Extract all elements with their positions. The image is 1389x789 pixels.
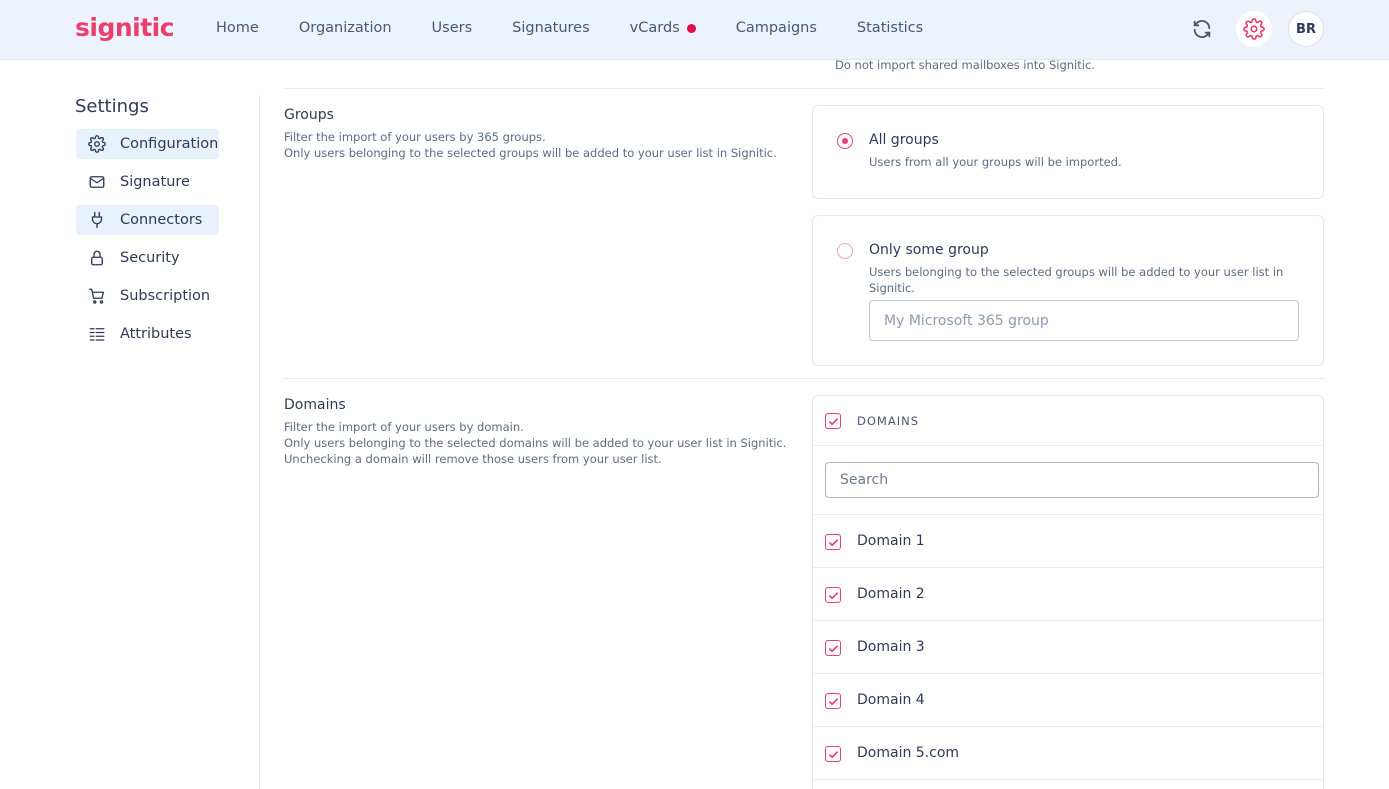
envelope-icon: [88, 173, 106, 191]
groups-desc-1: Filter the import of your users by 365 groups.: [284, 130, 546, 144]
domain-4-label: Domain 4: [857, 692, 925, 708]
nav-vcards[interactable]: vCards: [630, 20, 696, 36]
domains-header-label: DOMAINS: [857, 414, 919, 428]
sidebar-item-label: Connectors: [120, 212, 203, 228]
sidebar-item-label: Security: [120, 250, 180, 266]
row-divider: [813, 514, 1323, 515]
sidebar-item-attributes[interactable]: [76, 319, 219, 349]
check-icon: [828, 749, 839, 760]
all-groups-radio[interactable]: [837, 133, 853, 149]
sidebar-item-label: Attributes: [120, 326, 192, 342]
all-groups-desc: Users from all your groups will be imported.: [869, 155, 1122, 169]
some-groups-radio[interactable]: [837, 243, 853, 259]
row-divider: [813, 445, 1323, 446]
sidebar-item-signature[interactable]: [76, 167, 219, 197]
sidebar-item-security[interactable]: [76, 243, 219, 273]
domains-title: Domains: [284, 397, 346, 413]
row-divider: [813, 726, 1323, 727]
sidebar-item-label: Subscription: [120, 288, 211, 304]
all-groups-option[interactable]: [812, 105, 1324, 199]
plug-icon: [88, 211, 106, 229]
some-groups-title: Only some group: [869, 242, 989, 258]
gear-icon: [88, 135, 106, 153]
domain-3-checkbox[interactable]: [825, 640, 841, 656]
lock-icon: [88, 249, 106, 267]
check-icon: [828, 590, 839, 601]
nav-organization[interactable]: Organization: [298, 20, 392, 36]
domains-desc-3: Unchecking a domain will remove those users from your user list.: [284, 452, 662, 466]
main-nav: [216, 20, 963, 36]
sidebar-item-configuration[interactable]: [76, 129, 219, 159]
section-divider: [284, 88, 1324, 89]
check-icon: [828, 537, 839, 548]
section-divider: [284, 378, 1324, 379]
settings-title: Settings: [75, 96, 149, 117]
list-icon: [88, 325, 106, 343]
check-icon: [828, 643, 839, 654]
nav-home[interactable]: Home: [216, 20, 259, 36]
nav-statistics[interactable]: Statistics: [856, 20, 924, 36]
domain-search-input[interactable]: [825, 462, 1319, 498]
domain-1-label: Domain 1: [857, 533, 925, 549]
domains-desc-2: Only users belonging to the selected domains will be added to your user list in Signitic.: [284, 436, 787, 450]
settings-button[interactable]: [1236, 11, 1272, 47]
check-icon: [828, 696, 839, 707]
all-groups-title: All groups: [869, 132, 939, 148]
shared-mailboxes-desc: Do not import shared mailboxes into Signitic.: [835, 58, 1095, 72]
some-groups-desc-1: Users belonging to the selected groups will be added to your user list in: [869, 265, 1284, 279]
some-groups-desc-2: Signitic.: [869, 281, 915, 295]
sidebar-divider: [259, 95, 260, 789]
vcards-notification-dot: [687, 24, 696, 33]
domain-2-checkbox[interactable]: [825, 587, 841, 603]
row-divider: [813, 779, 1323, 780]
sidebar-item-subscription[interactable]: [76, 281, 219, 311]
cart-icon: [88, 287, 106, 305]
domain-2-label: Domain 2: [857, 586, 925, 602]
nav-signatures[interactable]: Signatures: [512, 20, 590, 36]
group-search-input[interactable]: [869, 300, 1299, 341]
check-icon: [828, 416, 839, 427]
sync-icon: [1191, 18, 1213, 40]
row-divider: [813, 673, 1323, 674]
domain-5-label: Domain 5.com: [857, 745, 960, 761]
groups-desc-2: Only users belonging to the selected groups will be added to your user list in Signitic.: [284, 146, 777, 160]
domain-4-checkbox[interactable]: [825, 693, 841, 709]
select-all-domains-checkbox[interactable]: [825, 413, 841, 429]
sidebar-item-label: Signature: [120, 174, 190, 190]
nav-campaigns[interactable]: Campaigns: [735, 20, 817, 36]
groups-title: Groups: [284, 107, 334, 123]
signitic-logo[interactable]: signitic: [75, 13, 175, 42]
nav-users[interactable]: Users: [431, 20, 473, 36]
domains-desc-1: Filter the import of your users by domain.: [284, 420, 524, 434]
user-avatar[interactable]: BR: [1288, 11, 1324, 47]
domain-1-checkbox[interactable]: [825, 534, 841, 550]
sidebar-item-connectors[interactable]: [76, 205, 219, 235]
row-divider: [813, 620, 1323, 621]
top-navbar: [0, 0, 1389, 60]
row-divider: [813, 567, 1323, 568]
sidebar-item-label: Configuration: [120, 136, 219, 152]
domain-3-label: Domain 3: [857, 639, 925, 655]
sync-button[interactable]: [1184, 11, 1220, 47]
gear-icon: [1243, 18, 1265, 40]
domain-5-checkbox[interactable]: [825, 746, 841, 762]
